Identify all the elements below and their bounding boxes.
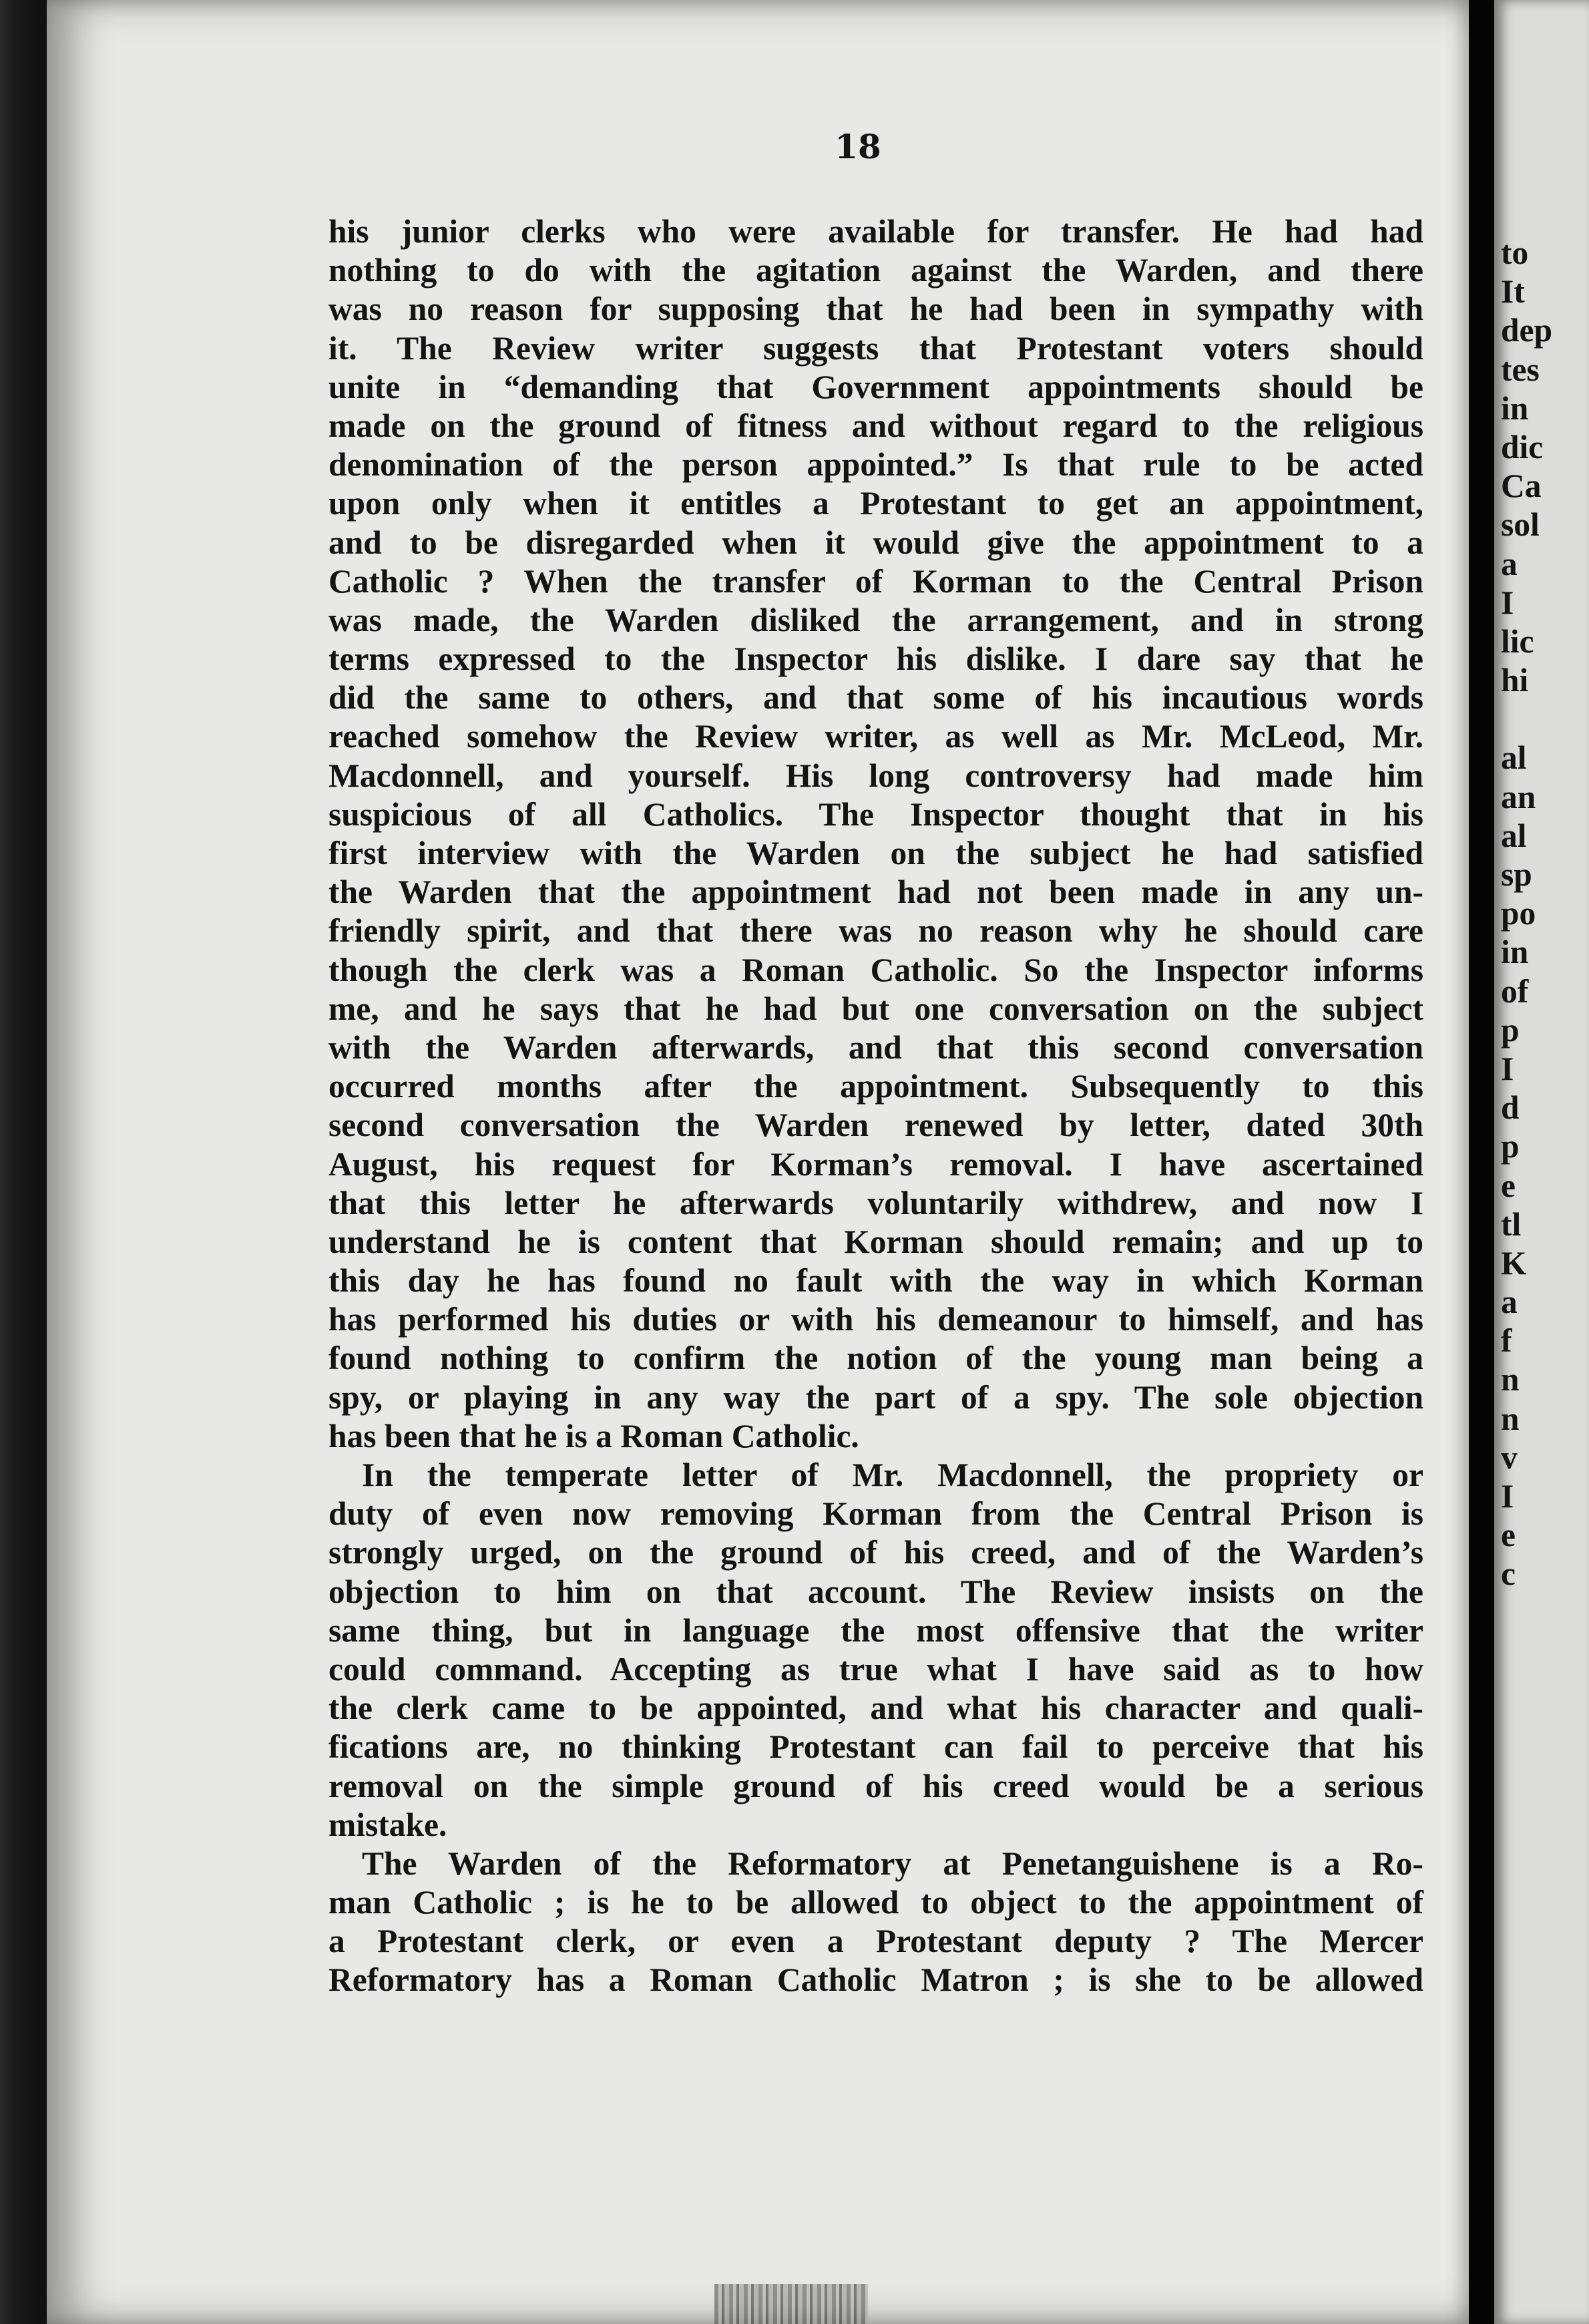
text-line: was no reason for supposing that he had been in sympathy with [328, 290, 1423, 328]
scan-marker [714, 2284, 868, 2324]
facing-line-fragment: v [1501, 1438, 1518, 1476]
facing-line-fragment: of [1501, 972, 1529, 1010]
facing-line-fragment: f [1501, 1322, 1512, 1360]
facing-line-fragment: an [1501, 778, 1536, 815]
facing-line-fragment: sol [1501, 506, 1540, 544]
text-line: nothing to do with the agitation against the Warden, and there [328, 252, 1423, 289]
text-line: his junior clerks who were available for transfer. He had had [328, 213, 1423, 250]
facing-line-fragment: to [1501, 234, 1529, 271]
facing-line-fragment: dic [1501, 428, 1544, 465]
text-line: understand he is content that Korman should remain; and up to [328, 1223, 1423, 1260]
text-line: found nothing to confirm the notion of the young man being a [328, 1340, 1423, 1377]
text-line: reached somehow the Review writer, as well as Mr. McLeod, Mr. [328, 718, 1423, 755]
text-line: spy, or playing in any way the part of a spy. The sole objection [328, 1378, 1423, 1416]
facing-page-edge [1494, 0, 1589, 2324]
facing-line-fragment: I [1501, 584, 1514, 621]
text-line: it. The Review writer suggests that Protestant voters should [328, 329, 1423, 367]
facing-line-fragment: tl [1501, 1205, 1522, 1243]
text-line: though the clerk was a Roman Catholic. So the Inspector informs [328, 951, 1423, 988]
facing-line-fragment: e [1501, 1167, 1516, 1204]
text-line: duty of even now removing Korman from the Central Prison is [328, 1495, 1423, 1533]
facing-line-fragment: hi [1501, 662, 1529, 699]
facing-line-fragment: Ca [1501, 467, 1542, 505]
text-line: unite in “demanding that Government appointments should be [328, 368, 1423, 405]
body-text [328, 212, 1423, 2000]
text-line: has been that he is a Roman Catholic. [328, 1417, 859, 1455]
text-line: Reformatory has a Roman Catholic Matron ; is she to be allowed [328, 1961, 1423, 1999]
book-gutter [1469, 0, 1494, 2324]
facing-line-fragment: I [1501, 1050, 1514, 1087]
text-line: could command. Accepting as true what I have said as to how [328, 1650, 1423, 1688]
text-line: first interview with the Warden on the subject he had satisfied [328, 835, 1423, 872]
facing-line-fragment: tes [1501, 351, 1540, 388]
text-line: denomination of the person appointed.” Is that rule to be acted [328, 446, 1423, 483]
text-line: the Warden that the appointment had not been made in any un- [328, 874, 1423, 911]
text-line: same thing, but in language the most offensive that the writer [328, 1611, 1423, 1649]
text-line: upon only when it entitles a Protestant to get an appointment, [328, 485, 1423, 522]
text-line: Catholic ? When the transfer of Korman to the Central Prison [328, 562, 1423, 600]
text-line: man Catholic ; is he to be allowed to object to the appointment of [328, 1884, 1423, 1921]
facing-line-fragment: p [1501, 1128, 1520, 1165]
text-line: was made, the Warden disliked the arrangement, and in strong [328, 601, 1423, 638]
facing-line-fragment: po [1501, 895, 1536, 932]
facing-line-fragment: al [1501, 739, 1527, 777]
text-line: strongly urged, on the ground of his creed, and of the Warden’s [328, 1534, 1423, 1571]
text-line: The Warden of the Reformatory at Penetanguishene is a Ro- [362, 1845, 1423, 1882]
text-line: did the same to others, and that some of his incautious words [328, 679, 1423, 717]
facing-line-fragment: d [1501, 1089, 1520, 1127]
facing-line-fragment: a [1501, 545, 1518, 582]
text-line: has performed his duties or with his demeanour to himself, and has [328, 1301, 1423, 1338]
facing-line-fragment: al [1501, 817, 1527, 854]
facing-line-fragment: in [1501, 934, 1529, 971]
text-line: mistake. [328, 1806, 447, 1843]
text-line: occurred months after the appointment. Subsequently to this [328, 1068, 1423, 1105]
facing-line-fragment: in [1501, 389, 1529, 427]
text-line: removal on the simple ground of his creed would be a serious [328, 1767, 1423, 1804]
text-line: with the Warden afterwards, and that this second conversation [328, 1028, 1423, 1066]
text-line: made on the ground of fitness and without regard to the religious [328, 407, 1423, 444]
facing-line-fragment: sp [1501, 856, 1532, 893]
facing-line-fragment: a [1501, 1284, 1518, 1321]
text-line: the clerk came to be appointed, and what his character and quali- [328, 1690, 1423, 1727]
facing-line-fragment: K [1501, 1244, 1527, 1282]
text-line: August, his request for Korman’s removal. I have ascertained [328, 1145, 1423, 1183]
text-line: that this letter he afterwards voluntarily withdrew, and now I [328, 1184, 1423, 1221]
text-line: me, and he says that he had but one conversation on the subject [328, 990, 1423, 1027]
facing-line-fragment: It [1501, 273, 1525, 311]
text-line: terms expressed to the Inspector his dislike. I dare say that he [328, 640, 1423, 678]
facing-line-fragment: n [1501, 1400, 1520, 1437]
facing-line-fragment: n [1501, 1361, 1520, 1398]
page-number: 18 [835, 127, 881, 166]
facing-line-fragment: dep [1501, 312, 1553, 349]
text-line: In the temperate letter of Mr. Macdonnell, the propriety or [362, 1457, 1423, 1493]
text-line: friendly spirit, and that there was no reason why he should care [328, 912, 1423, 950]
document-page [47, 0, 1469, 2324]
text-line: second conversation the Warden renewed by letter, dated 30th [328, 1107, 1423, 1144]
text-line: this day he has found no fault with the way in which Korman [328, 1262, 1423, 1300]
facing-page-text [1501, 234, 1589, 1594]
facing-line-fragment: p [1501, 1011, 1520, 1048]
facing-line-fragment: lic [1501, 622, 1534, 660]
text-line: a Protestant clerk, or even a Protestant deputy ? The Mercer [328, 1923, 1423, 1960]
facing-line-fragment [1501, 700, 1589, 739]
text-line: Macdonnell, and yourself. His long controversy had made him [328, 757, 1423, 794]
text-line: objection to him on that account. The Review insists on the [328, 1573, 1423, 1610]
facing-line-fragment: e [1501, 1517, 1516, 1554]
facing-line-fragment: I [1501, 1478, 1514, 1515]
facing-line-fragment: c [1501, 1555, 1516, 1593]
text-line: fications are, no thinking Protestant can fail to perceive that his [328, 1728, 1423, 1766]
text-line: and to be disregarded when it would give the appointment to a [328, 524, 1423, 561]
text-line: suspicious of all Catholics. The Inspector thought that in his [328, 795, 1423, 833]
